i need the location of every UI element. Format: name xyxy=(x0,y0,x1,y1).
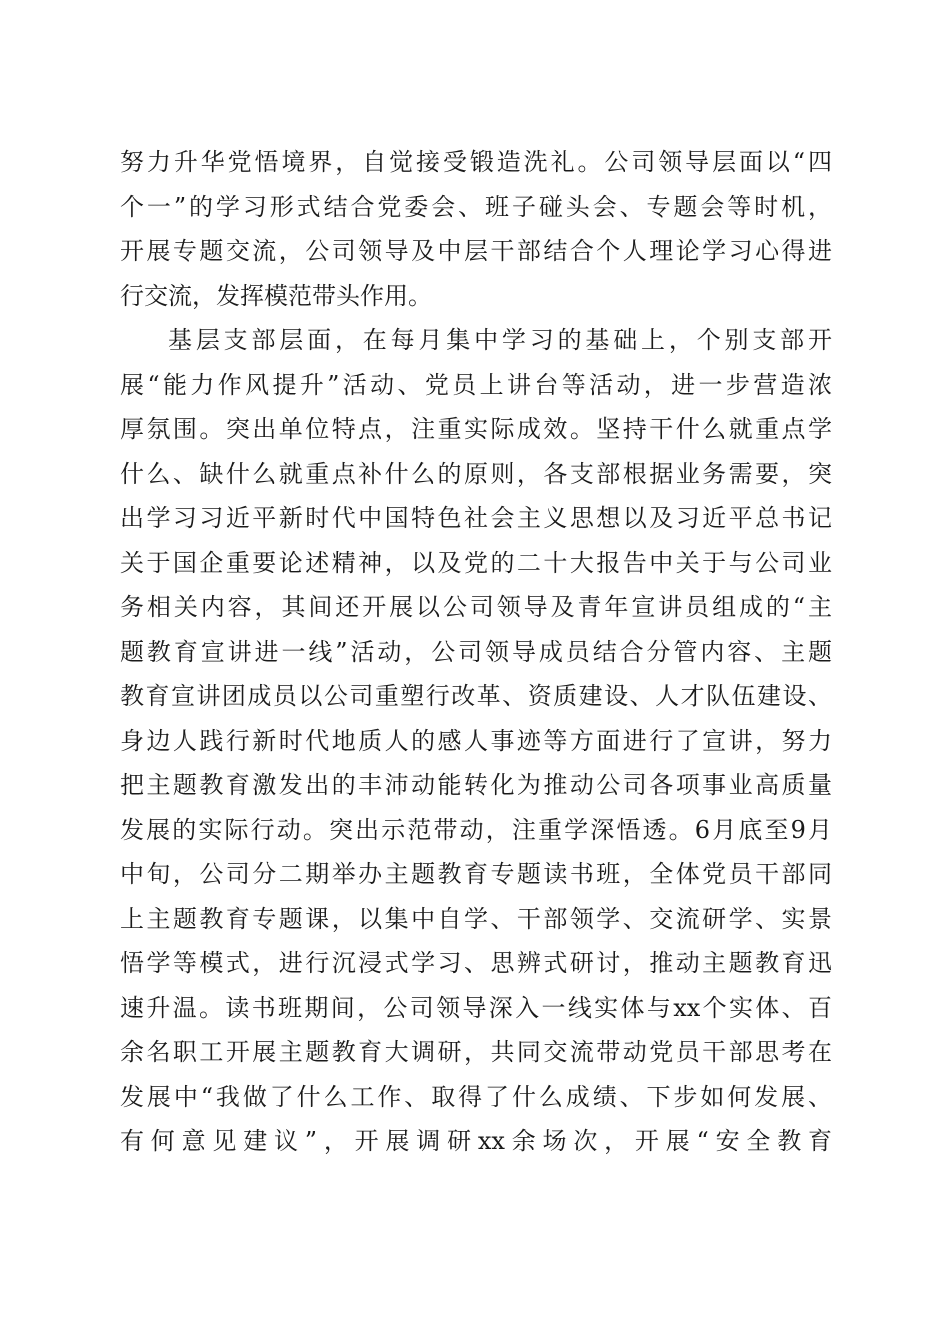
text-line: 发展的实际行动。突出示范带动，注重学深悟透。6月底至9月 xyxy=(120,815,832,844)
text-line: 努力升华党悟境界，自觉接受锻造洗礼。公司领导层面以“四 xyxy=(120,148,832,176)
text-line: 教育宣讲团成员以公司重塑行改革、资质建设、人才队伍建设、 xyxy=(120,682,832,710)
text-line: 悟学等模式，进行沉浸式学习、思辨式研讨，推动主题教育迅 xyxy=(120,949,832,977)
text-line: 行交流，发挥模范带头作用。 xyxy=(120,281,432,310)
text-line: 什么、缺什么就重点补什么的原则，各支部根据业务需要，突 xyxy=(120,459,832,488)
text-line: 开展专题交流，公司领导及中层干部结合个人理论学习心得进 xyxy=(120,237,832,265)
text-line: 把主题教育激发出的丰沛动能转化为推动公司各项事业高质量 xyxy=(120,771,832,799)
text-line: 展“能力作风提升”活动、党员上讲台等活动，进一步营造浓 xyxy=(120,370,832,399)
text-line: 速升温。读书班期间，公司领导深入一线实体与xx个实体、百 xyxy=(120,993,832,1022)
text-line: 厚氛围。突出单位特点，注重实际成效。坚持干什么就重点学 xyxy=(120,415,832,443)
body-text xyxy=(120,140,832,1164)
text-line: 出学习习近平新时代中国特色社会主义思想以及习近平总书记 xyxy=(120,504,832,532)
text-line: 个一”的学习形式结合党委会、班子碰头会、专题会等时机， xyxy=(120,192,832,221)
text-line: 务相关内容，其间还开展以公司领导及青年宣讲员组成的“主 xyxy=(120,593,832,621)
text-line: 余名职工开展主题教育大调研，共同交流带动党员干部思考在 xyxy=(120,1038,832,1066)
text-line: 关于国企重要论述精神，以及党的二十大报告中关于与公司业 xyxy=(120,548,832,577)
text-line: 题教育宣讲进一线”活动，公司领导成员结合分管内容、主题 xyxy=(120,637,832,666)
text-line: 有何意见建议”，开展调研xx余场次，开展“安全教育 xyxy=(120,1127,832,1155)
text-line: 基层支部层面，在每月集中学习的基础上，个别支部开 xyxy=(168,326,832,354)
text-line: 发展中“我做了什么工作、取得了什么成绩、下步如何发展、 xyxy=(120,1082,832,1111)
text-line: 上主题教育专题课，以集中自学、干部领学、交流研学、实景 xyxy=(120,904,832,933)
text-line: 身边人践行新时代地质人的感人事迹等方面进行了宣讲，努力 xyxy=(120,726,832,755)
text-line: 中旬，公司分二期举办主题教育专题读书班，全体党员干部同 xyxy=(120,860,832,888)
